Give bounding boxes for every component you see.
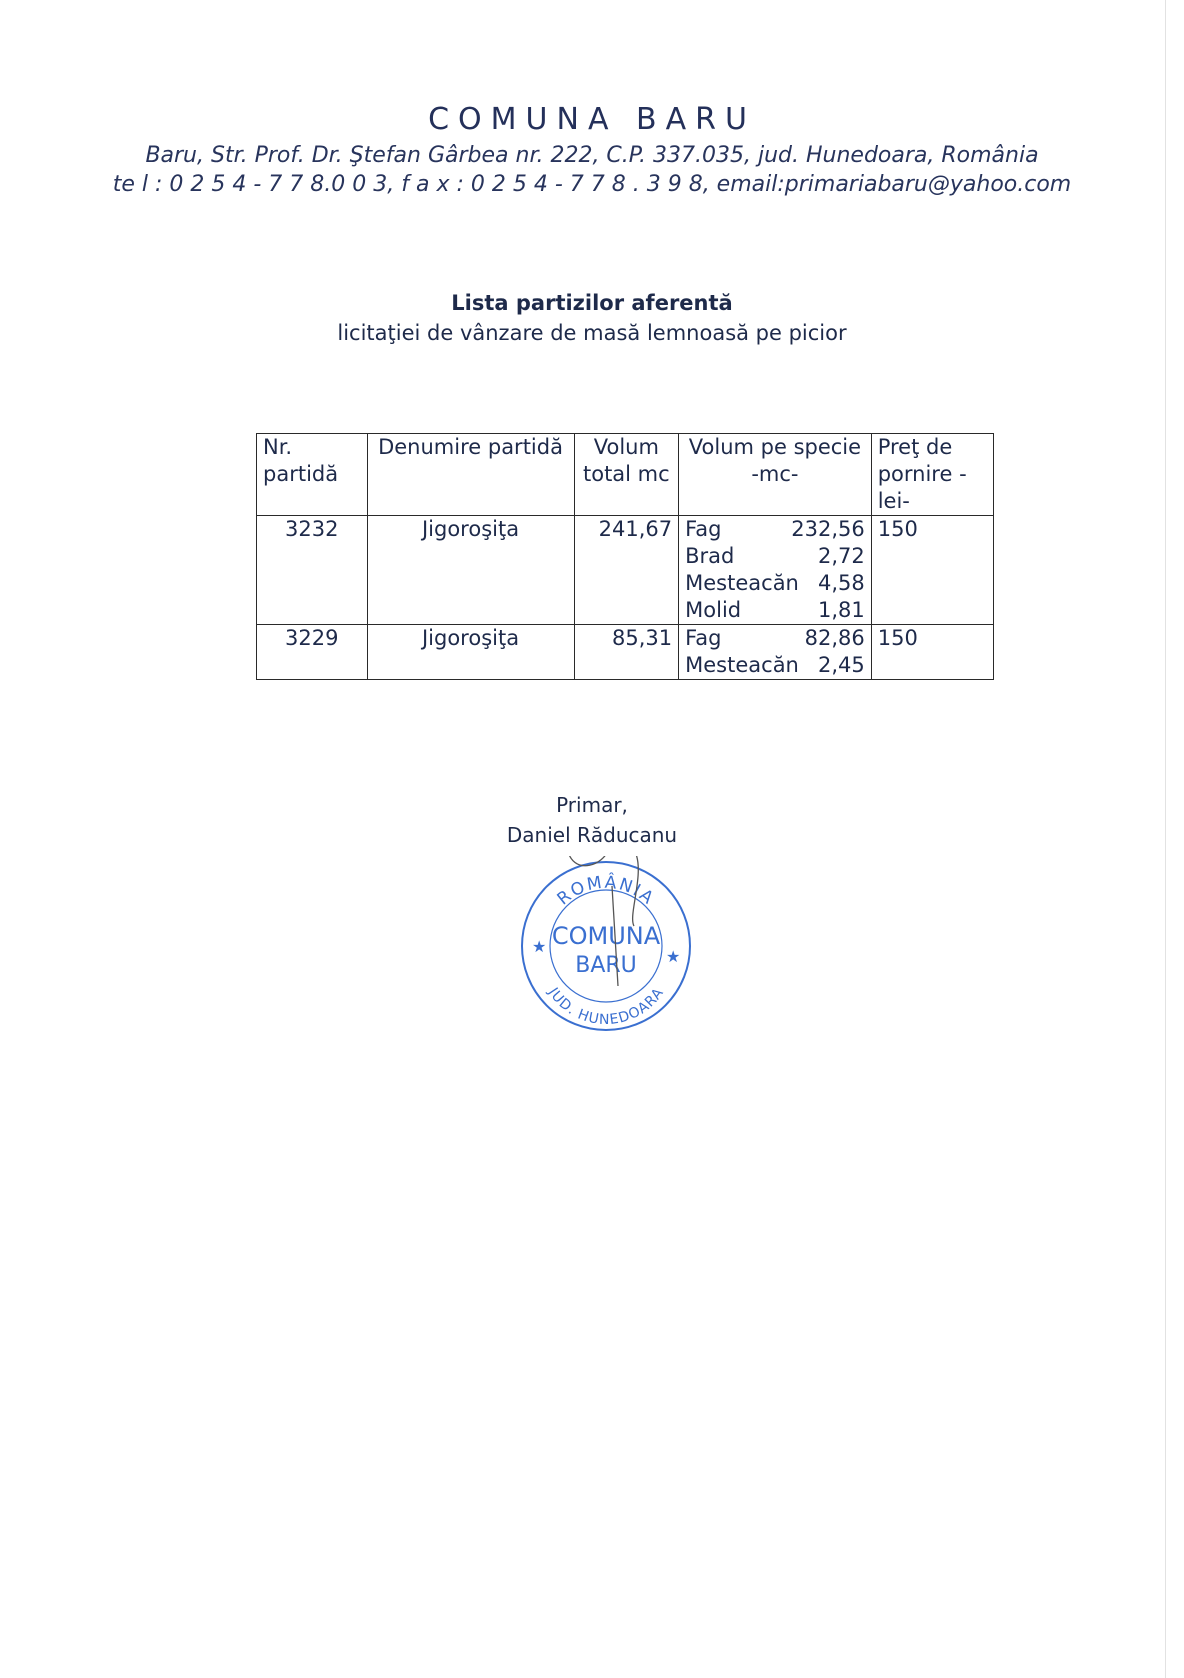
species-value: 2,45	[817, 653, 865, 677]
species-name: Mesteacăn	[685, 571, 799, 595]
table-header-row	[257, 434, 994, 516]
species-value: 4,58	[817, 571, 865, 595]
stamp-center-line2: BARU	[575, 953, 637, 978]
org-contact: te l : 0 2 5 4 - 7 7 8.0 0 3, f a x : 0 2 5 4 - 7 7 8 . 3 9 8, email:primariabaru@yahoo.com	[112, 172, 1072, 197]
stamp-bottom-text	[544, 984, 667, 1028]
species-entry	[685, 652, 865, 679]
species-name: Brad	[685, 544, 735, 568]
species-value: 232,56	[791, 517, 865, 541]
official-stamp	[516, 856, 696, 1036]
stamp-center-line1: COMUNA	[551, 922, 661, 950]
species-entry	[685, 570, 865, 597]
cell-volume: 85,31	[574, 625, 679, 680]
stamp-star-left-icon: ★	[532, 937, 547, 956]
table-row	[257, 625, 994, 680]
header-price: Preţ de pornire - lei-	[871, 434, 993, 516]
document-title	[0, 288, 1184, 348]
signature-block	[0, 790, 1184, 850]
cell-price: 150	[871, 516, 993, 625]
species-entry	[685, 516, 865, 543]
cell-name: Jigoroşiţa	[367, 516, 574, 625]
cell-volume: 241,67	[574, 516, 679, 625]
species-name: Mesteacăn	[685, 653, 799, 677]
cell-species	[679, 516, 872, 625]
stamp-top-textpath: ROMÂNIA	[553, 872, 659, 910]
signature-role: Primar,	[556, 793, 628, 817]
org-address: Baru, Str. Prof. Dr. Ştefan Gârbea nr. 222, C.P. 337.035, jud. Hunedoara, România	[145, 143, 1039, 168]
species-entry	[685, 625, 865, 652]
header-nr: Nr. partidă	[257, 434, 368, 516]
species-name: Fag	[685, 626, 722, 650]
cell-nr: 3229	[257, 625, 368, 680]
species-name: Molid	[685, 598, 742, 622]
stamp-bottom-textpath: JUD. HUNEDOARA	[544, 984, 668, 1029]
table-row	[257, 516, 994, 625]
cell-name: Jigoroşiţa	[367, 625, 574, 680]
lots-table	[256, 433, 994, 680]
header-volume: Volum total mc	[574, 434, 679, 516]
document-title-line1: Lista partizilor aferentă	[451, 291, 733, 315]
stamp-star-right-icon: ★	[666, 947, 681, 966]
species-name: Fag	[685, 517, 722, 541]
header-name: Denumire partidă	[367, 434, 574, 516]
species-entry	[685, 543, 865, 570]
species-entry	[685, 597, 865, 624]
org-title: COMUNA BARU	[428, 102, 756, 137]
cell-nr: 3232	[257, 516, 368, 625]
species-value: 82,86	[804, 626, 865, 650]
cell-price: 150	[871, 625, 993, 680]
document-title-line2: licitaţiei de vânzare de masă lemnoasă pe picior	[337, 321, 847, 345]
species-value: 2,72	[817, 544, 865, 568]
stamp-top-text	[554, 871, 659, 910]
species-value: 1,81	[817, 598, 865, 622]
cell-species	[679, 625, 872, 680]
header-species-volume: Volum pe specie -mc-	[679, 434, 872, 516]
signature-name: Daniel Răducanu	[506, 823, 678, 847]
